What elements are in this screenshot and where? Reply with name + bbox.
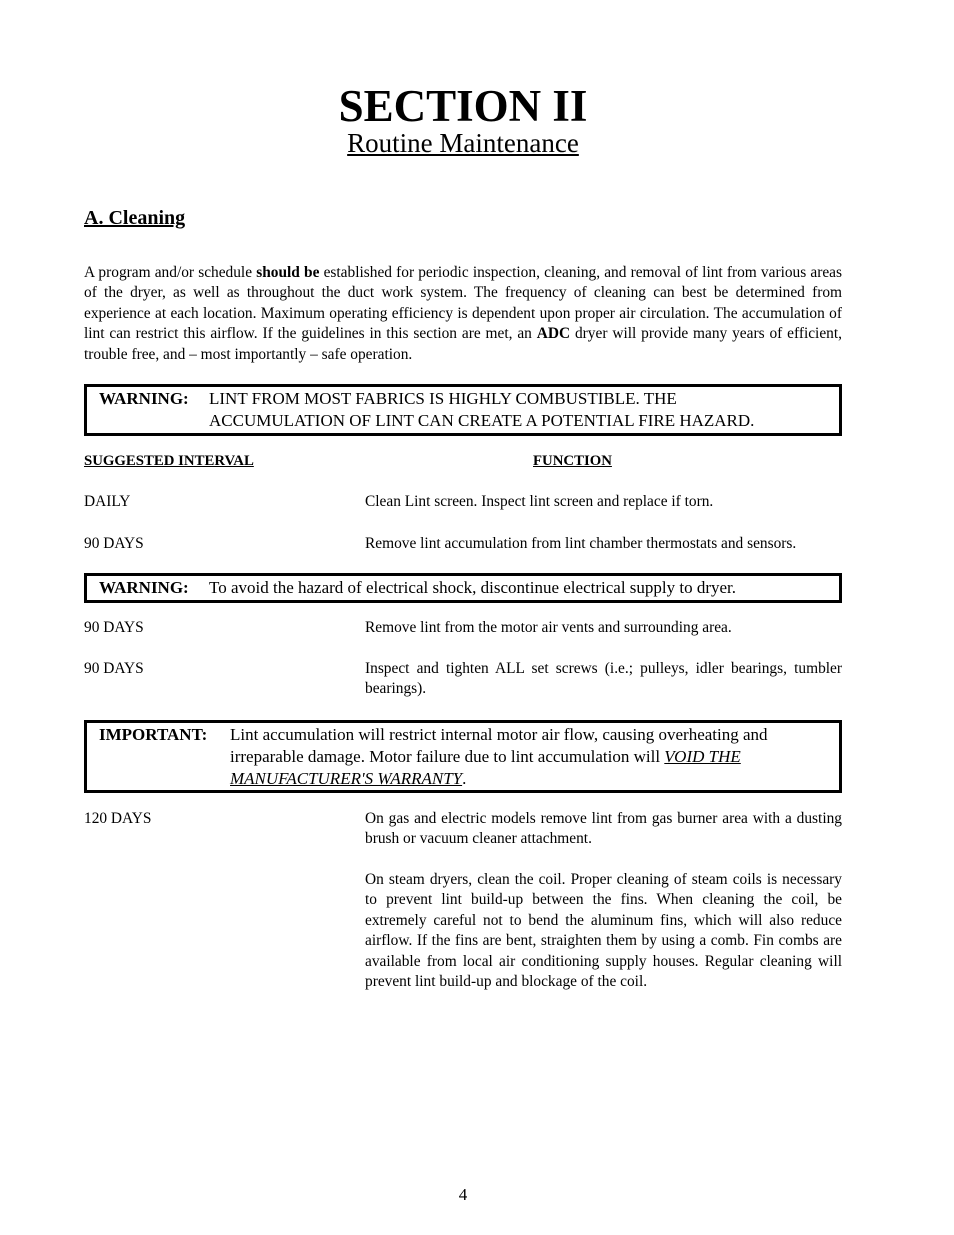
row-function: Remove lint from the motor air vents and surrounding area. (365, 619, 732, 636)
important-end: . (462, 769, 467, 788)
important-text (230, 724, 827, 790)
row-interval: 90 DAYS (84, 660, 144, 677)
section-title: SECTION II (338, 81, 588, 131)
intro-bold-should-be: should be (256, 264, 320, 281)
intro-bold-adc: ADC (536, 325, 571, 343)
section-subtitle: Routine Maintenance (347, 128, 579, 158)
warning-label: WARNING: (99, 578, 189, 597)
intro-text-3: dryer will provide many years of efficient, trouble free, and – most importantly – safe operation. (84, 325, 842, 363)
row-function: Inspect and tighten ALL set screws (i.e.; pulleys, idler bearings, tumbler bearings). (365, 660, 842, 698)
important-label: IMPORTANT: (99, 725, 208, 744)
row-interval: 90 DAYS (84, 619, 144, 636)
electrical-shock-warning-box (84, 573, 842, 603)
row-function: Remove lint accumulation from lint chamber thermostats and sensors. (365, 535, 797, 552)
steam-coil-note: On steam dryers, clean the coil. Proper cleaning of steam coils is necessary to prevent lint build-up between the fins. When cleaning the coil, be extremely careful not to bend the aluminum fins, which will also reduce airflow. If the fins are bent, straighten them by using a comb. Fin combs are available from local air conditioning supply houses. Regular cleaning will prevent lint build-up and blockage of the coil. (365, 871, 842, 991)
cleaning-heading: A. Cleaning (84, 207, 186, 229)
row-function: On gas and electric models remove lint from gas burner area with a dusting brush or vacuum cleaner attachment. (365, 810, 842, 848)
fire-hazard-warning-box (84, 384, 842, 436)
row-interval: DAILY (84, 493, 131, 510)
row-interval: 90 DAYS (84, 535, 144, 552)
important-body: Lint accumulation will restrict internal motor air flow, causing overheating and irreparable damage. Motor failure due to lint accumulation will (230, 725, 768, 766)
warning-text: To avoid the hazard of electrical shock, discontinue electrical supply to dryer. (209, 578, 737, 597)
column-header-interval: SUGGESTED INTERVAL (84, 453, 254, 469)
intro-text-2: established for periodic inspection, cleaning, and removal of lint from various areas of the dryer, as well as throughout the duct work system. The frequency of cleaning can best be determined from experience at each location. Maximum operating efficiency is dependent upon proper air circulation. The accumulation of lint can restrict this airflow. If the guidelines in this section are met, an (84, 264, 843, 343)
page-number: 4 (458, 1185, 468, 1204)
intro-paragraph (84, 263, 842, 365)
row-function: Clean Lint screen. Inspect lint screen and replace if torn. (365, 493, 714, 510)
important-warranty-box (84, 720, 842, 793)
row-interval: 120 DAYS (84, 810, 152, 827)
column-header-function: FUNCTION (533, 453, 612, 469)
warning-label: WARNING: (99, 389, 189, 408)
intro-text-1: A program and/or schedule (84, 264, 257, 281)
warning-text: LINT FROM MOST FABRICS IS HIGHLY COMBUSTIBLE. THE ACCUMULATION OF LINT CAN CREATE A POTENTIAL FIRE HAZARD. (209, 389, 755, 430)
void-warranty-emphasis: VOID THE MANUFACTURER'S WARRANTY (230, 747, 741, 788)
